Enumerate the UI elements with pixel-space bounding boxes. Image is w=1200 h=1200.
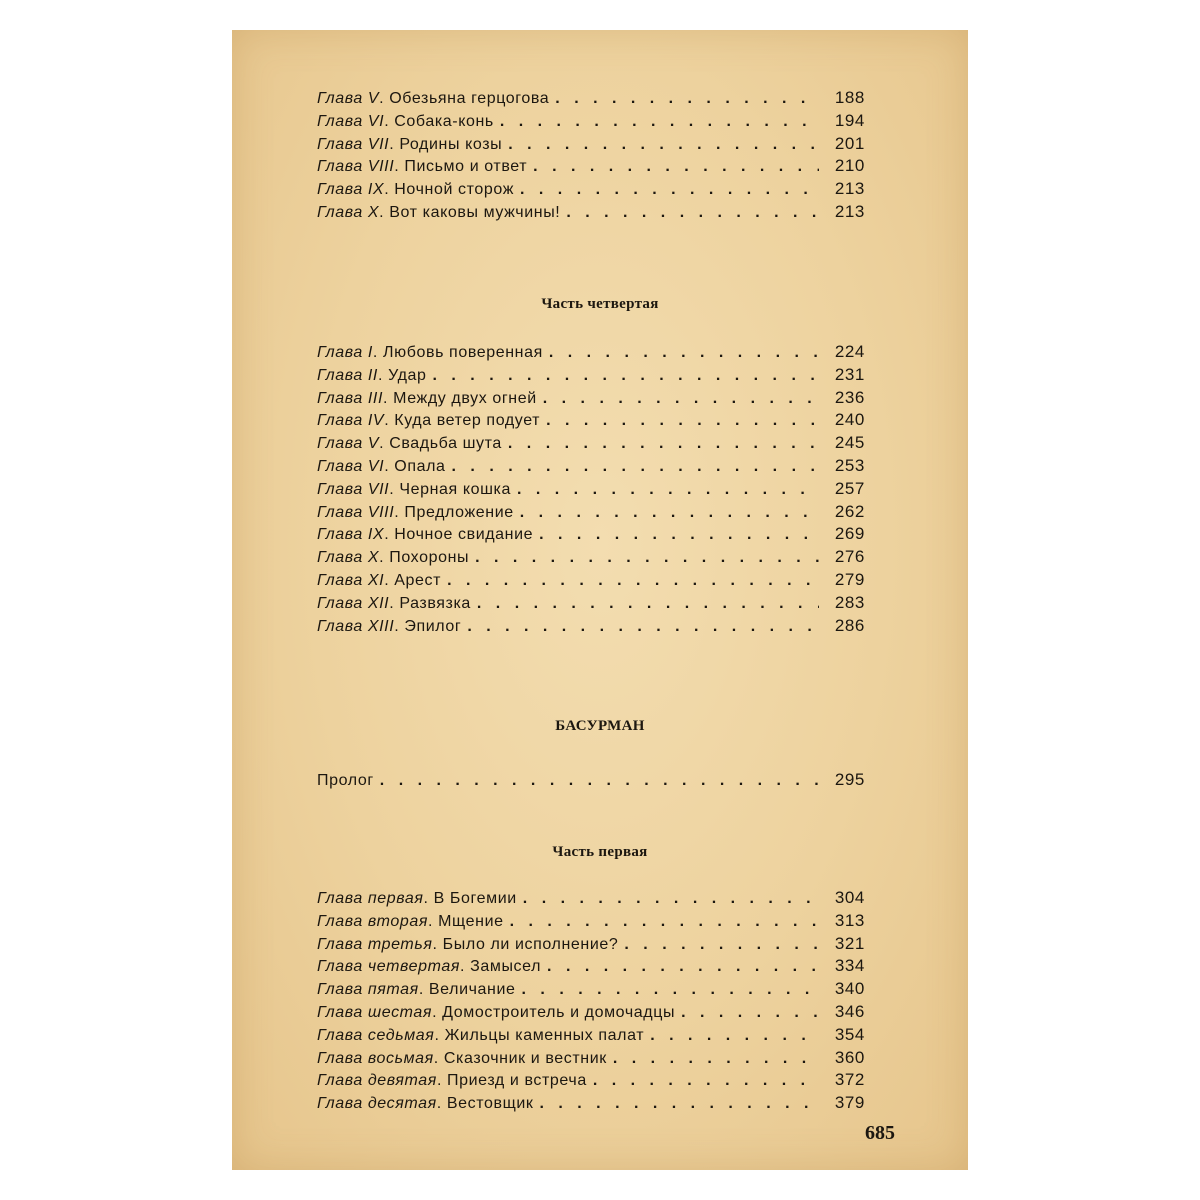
entry-label [317,890,517,908]
chapter-number: Глава первая [317,890,424,907]
dot-leader [523,890,819,908]
separator: . [389,480,400,498]
part-one-heading: Часть первая [552,844,648,860]
chapter-number: Глава VI [317,112,385,130]
entry-label [317,1027,644,1045]
entry-page: 304 [834,888,865,907]
entry-label [317,181,514,199]
separator: . [379,549,390,567]
book-page [232,30,968,1170]
dot-leader [475,549,819,567]
separator: . [436,1095,447,1113]
toc-entry [317,342,865,365]
entry-label [317,504,514,522]
entry-page: 253 [834,456,865,475]
dot-leader [650,1027,819,1045]
entry-title: Любовь поверенная [383,344,543,361]
chapter-number: Глава четвертая [317,958,460,976]
entry-title: Похороны [389,549,470,567]
entry-page: 213 [834,202,865,221]
entry-page: 340 [834,979,865,999]
toc-entry [317,433,865,456]
entry-title: Между двух огней [393,389,537,407]
entry-label [317,344,543,362]
entry-label [317,90,549,108]
entry-page: 240 [834,410,865,430]
separator: . [372,344,384,361]
basurman-heading: БАСУРМАН [555,718,645,734]
chapter-number: Глава II [317,366,378,384]
dot-leader [681,1004,819,1022]
separator: . [379,90,390,107]
entry-title: Развязка [399,594,471,612]
chapter-number: Глава десятая [317,1095,437,1113]
chapter-number: Глава VII [317,480,390,498]
dot-leader [593,1072,819,1090]
separator: . [384,181,395,199]
entry-page: 262 [834,501,865,521]
toc-entry [317,88,865,111]
chapter-number: Глава IX [317,526,385,544]
entry-label [317,458,446,476]
entry-page: 210 [834,156,865,176]
dot-leader [433,367,819,385]
entry-page: 360 [834,1047,865,1067]
entry-page: 283 [834,592,865,612]
separator: . [389,135,400,153]
chapter-number: Глава X [317,549,380,567]
toc-entry [317,479,865,502]
entry-page: 213 [834,179,865,199]
toc-entry [317,388,865,411]
separator: . [384,526,395,544]
dot-leader [467,618,819,636]
entry-title: Замысел [470,958,542,976]
toc-entry [317,156,865,179]
entry-page: 286 [834,615,865,635]
chapter-number: Глава третья [317,935,433,953]
separator: . [432,1004,443,1021]
toc-entry [317,1025,865,1048]
dot-leader [543,390,819,408]
chapter-number: Глава вторая [317,912,429,930]
entry-label [317,913,504,931]
entry-title: Вестовщик [446,1095,534,1113]
entry-title: Письмо и ответ [404,158,528,176]
entry-title: Опала [394,458,446,475]
entry-page: 245 [834,433,865,453]
toc-entry [317,134,865,157]
toc-entry [317,911,865,934]
separator: . [384,112,395,130]
chapter-number: Глава V [317,90,380,107]
dot-leader [510,913,819,931]
chapter-number: Глава восьмая [317,1049,434,1067]
dot-leader [624,936,819,954]
entry-label [317,595,471,613]
chapter-number: Глава шестая [317,1004,433,1021]
entry-label [317,526,533,544]
entry-label [317,204,560,222]
dot-leader [447,572,819,590]
separator: . [418,981,429,999]
dot-leader [566,204,819,222]
chapter-number: Глава IX [317,181,385,199]
separator: . [379,204,390,221]
separator: . [394,503,405,521]
chapter-number: Глава X [317,204,380,221]
entry-page: 372 [834,1070,865,1090]
entry-title: Собака-конь [394,112,494,130]
chapter-number: Глава V [317,435,380,453]
toc-entry [317,1002,865,1025]
separator: . [377,366,389,384]
dot-leader [522,981,819,999]
entry-page: 269 [834,524,865,544]
entry-label [317,618,461,636]
entry-page: 236 [834,387,865,407]
separator: . [423,890,434,907]
dot-leader [539,526,819,544]
dot-leader [517,481,819,499]
entry-label [317,412,540,430]
dot-leader [549,344,819,362]
toc-entry [317,979,865,1002]
toc-entry [317,547,865,570]
toc-entry [317,179,865,202]
entry-title: Ночное свидание [394,526,534,544]
separator: . [459,958,471,976]
entry-label [317,367,427,385]
toc-entry [317,456,865,479]
entry-label [317,390,537,408]
dot-leader [547,958,819,976]
chapter-number: Глава XI [317,572,385,589]
separator: . [428,912,439,930]
dot-leader [555,90,819,108]
entry-label [317,958,541,976]
toc-entry [317,365,865,388]
entry-page: 279 [834,570,865,589]
chapter-number: Глава седьмая [317,1026,435,1044]
separator: . [383,389,394,407]
entry-title: Приезд и встреча [447,1072,587,1090]
entry-label [317,113,494,131]
separator: . [384,572,395,589]
toc-entry-prologue [317,770,865,793]
dot-leader [477,595,819,613]
toc-entry [317,502,865,525]
entry-title: В Богемии [433,890,517,907]
entry-title: Пролог [317,772,374,789]
dot-leader [452,458,819,476]
entry-label [317,981,516,999]
toc-entry [317,410,865,433]
entry-page: 276 [834,547,865,567]
entry-page: 321 [834,933,865,953]
entry-page: 201 [834,133,865,153]
entry-page: 231 [834,364,865,384]
toc-entry [317,593,865,616]
entry-title: Черная кошка [399,480,511,498]
chapter-number: Глава пятая [317,981,419,999]
toc-entry [317,202,865,225]
entry-title: Обезьяна герцогова [389,90,550,107]
entry-page: 257 [834,478,865,498]
toc-entry [317,570,865,593]
chapter-number: Глава VI [317,458,385,475]
entry-title: Домостроитель и домочадцы [442,1004,676,1021]
toc-entry [317,524,865,547]
dot-leader [540,1095,820,1113]
toc-entry [317,616,865,639]
dot-leader [613,1050,819,1068]
chapter-number: Глава VII [317,135,390,153]
entry-page: 313 [834,910,865,930]
chapter-number: Глава девятая [317,1072,437,1090]
entry-title: Вот каковы мужчины! [389,204,561,221]
entry-title: Родины козы [399,135,503,153]
separator: . [389,594,400,612]
dot-leader [500,113,819,131]
entry-label [317,481,511,499]
entry-title: Свадьба шута [389,435,502,453]
toc-entry [317,956,865,979]
toc-entry [317,111,865,134]
entry-title: Мщение [438,912,504,930]
separator: . [394,617,405,635]
dot-leader [380,772,819,790]
entry-page: 295 [834,770,865,789]
separator: . [434,1026,445,1044]
separator: . [433,1049,444,1067]
entry-page: 334 [834,956,865,976]
dot-leader [520,181,819,199]
separator: . [379,435,390,453]
chapter-number: Глава VIII [317,158,395,176]
dot-leader [546,412,819,430]
dot-leader [520,504,819,522]
toc-entry [317,1070,865,1093]
entry-label [317,1095,534,1113]
page-number: 685 [865,1122,895,1144]
entry-label [317,158,527,176]
entry-page: 194 [834,110,865,130]
entry-title: Куда ветер подует [394,412,541,430]
separator: . [384,412,395,430]
entry-page: 379 [834,1093,865,1113]
entry-title: Жильцы каменных палат [444,1026,645,1044]
entry-label [317,936,618,954]
chapter-number: Глава VIII [317,503,395,521]
chapter-number: Глава IV [317,412,385,430]
entry-title: Было ли исполнение? [442,935,619,953]
entry-label [317,1050,607,1068]
toc-entry [317,934,865,957]
entry-title: Арест [394,572,442,589]
chapter-number: Глава XII [317,594,390,612]
entry-label [317,136,502,154]
chapter-number: Глава I [317,344,373,361]
entry-title: Ночной сторож [394,181,515,199]
separator: . [436,1072,448,1090]
dot-leader [508,136,819,154]
separator: . [384,458,395,475]
toc-entry [317,1048,865,1071]
separator: . [432,935,443,953]
entry-label [317,1004,675,1022]
separator: . [394,158,405,176]
toc-entry [317,1093,865,1116]
entry-title: Величание [428,981,516,999]
entry-title: Предложение [404,503,514,521]
entry-page: 188 [834,88,865,107]
toc-entry [317,888,865,911]
dot-leader [533,158,819,176]
dot-leader [508,435,819,453]
entry-label [317,435,502,453]
entry-page: 224 [834,342,865,361]
entry-label [317,572,441,590]
part-four-heading: Часть четвертая [541,296,659,312]
entry-title: Удар [388,366,427,384]
entry-label [317,1072,587,1090]
entry-page: 354 [834,1024,865,1044]
entry-page: 346 [834,1002,865,1021]
entry-title: Сказочник и вестник [443,1049,607,1067]
entry-label [317,549,469,567]
chapter-number: Глава XIII [317,617,395,635]
entry-title: Эпилог [404,617,462,635]
chapter-number: Глава III [317,389,384,407]
